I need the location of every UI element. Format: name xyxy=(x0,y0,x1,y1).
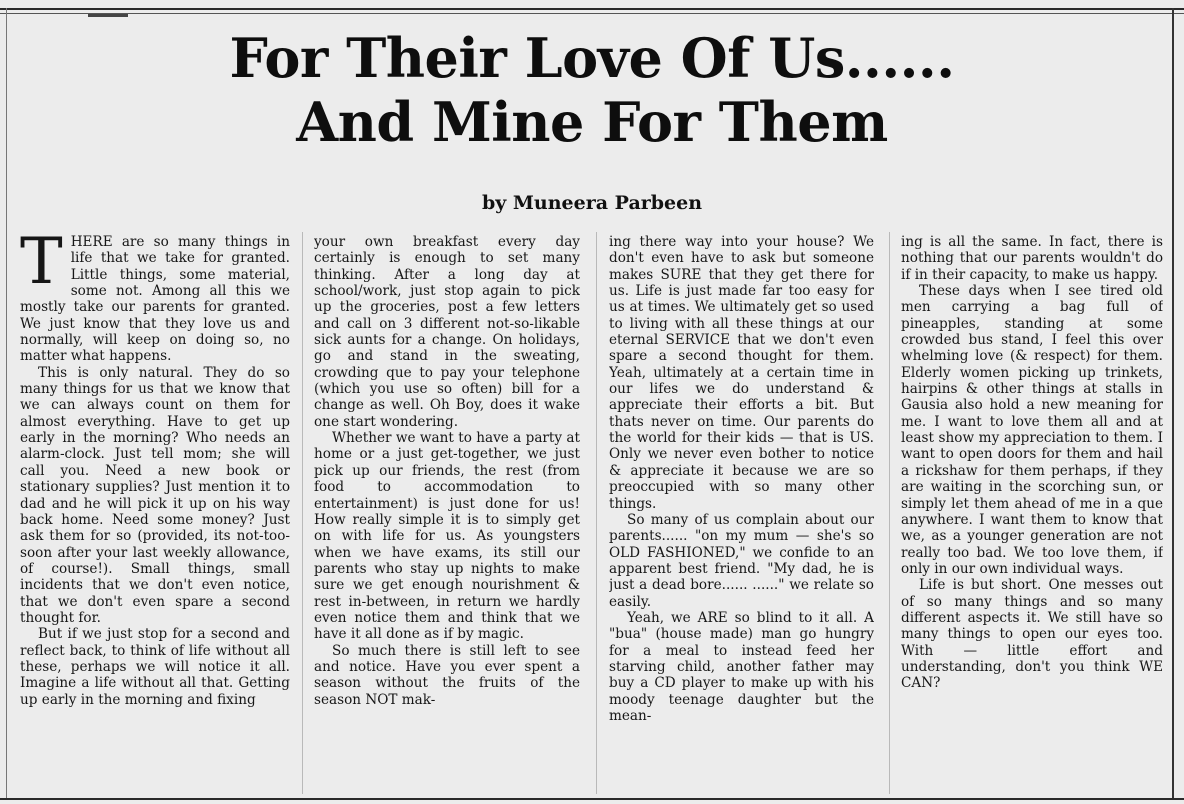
column-gutter xyxy=(596,232,597,794)
paragraph: These days when I see tired old men carrying a bag full of pineapples, standing at some crowded bus stand, I feel this over whelming love (& respect) for them. Elderly women picking up trinkets, hairpins & other things at stalls in Gausia also hold a new meaning for me. I want to love them all and at least show my appreciation to them. I want to open doors for them and hail a rickshaw for them perhaps, if they are waiting in the scorching sun, or simply let them ahead of me in a que anywhere. I want them to know that we, as a younger generation are not really too bad. We too love them, if only in our own individual ways. xyxy=(901,283,1163,577)
headline xyxy=(0,26,1184,154)
paragraph: This is only natural. They do so many things for us that we know that we can always count on them for almost everything. Have to get up early in the morning? Who needs an alarm-clock. Just tell mom; she will call you. Need a new book or stationary supplies? Just mention it to dad and he will pick it up on his way back home. Need some money? Just ask them for so (provided, its not-too-soon after your last weekly allowance, of course!). Small things, small incidents that we don't even notice, that we don't even spare a second thought for. xyxy=(20,364,290,626)
paragraph: Whether we want to have a party at home or a just get-together, we just pick up our friends, the rest (from food to accommodation to entertainment) is just done for us! How really simple it is to simply get on with life for us. As youngsters when we have exams, its still our parents who stay up nights to make sure we get enough nourishment & rest in-between, in return we hardly even notice them and think that we have it all done as if by magic. xyxy=(314,430,580,643)
article-column-3 xyxy=(609,234,874,794)
column-gutter xyxy=(302,232,303,794)
paragraph: So much there is still left to see and notice. Have you ever spent a season without the fruits of the season NOT mak- xyxy=(314,642,580,708)
print-smudge xyxy=(88,14,128,17)
paragraph: HERE are so many things in life that we take for granted. Little things, some material, some not. Among all this we mostly take our parents for granted. We just know that they love us and normally, will keep on doing so, no matter what happens. xyxy=(20,234,290,365)
top-rule-thin xyxy=(0,13,1184,14)
paragraph: So many of us complain about our parents...... "on my mum — she's so OLD FASHIONED," we confide to an apparent best friend. "My dad, he is just a dead bore...... ......" we relate so easily. xyxy=(609,511,874,610)
paragraph: ing there way into your house? We don't even have to ask but someone makes SURE that they get there for us. Life is just made far too easy for us at times. We ultimately get so used to living with all these things at our eternal SERVICE that we don't even spare a second thought for them. Yeah, ultimately at a certain time in our lifes we do understand & appreciate their efforts a bit. But thats never on time. Our parents do the world for their kids — that is US. Only we never even bother to notice & appreciate it because we are so preoccupied with so many other things. xyxy=(609,234,874,512)
article-column-1 xyxy=(20,234,290,794)
headline-line-1: For Their Love Of Us...... xyxy=(229,26,955,90)
top-rule xyxy=(0,8,1184,10)
byline: by Muneera Parbeen xyxy=(481,192,703,214)
article-column-2 xyxy=(314,234,580,794)
article-column-4 xyxy=(901,234,1163,794)
paragraph: your own breakfast every day certainly is enough to set many thinking. After a long day at school/work, just stop again to pick up the groceries, post a few letters and call on 3 different not-so-likable sick aunts for a change. On holidays, go and stand in the sweating, crowding que to pay your telephone (which you use so often) bill for a change as well. Oh Boy, does it wake one start wondering. xyxy=(314,234,580,430)
paragraph: Yeah, we ARE so blind to it all. A "bua" (house made) man go hungry for a meal to instead feed her starving child, another father may buy a CD player to make up with his moody teenage daughter but the mean- xyxy=(609,609,874,724)
paragraph: ing is all the same. In fact, there is nothing that our parents wouldn't do if in their capacity, to make us happy. xyxy=(901,234,1163,283)
drop-cap: T xyxy=(20,234,63,299)
headline-line-2: And Mine For Them xyxy=(296,90,888,154)
paragraph: But if we just stop for a second and reflect back, to think of life without all these, perhaps we will notice it all. Imagine a life without all that. Getting up early in the morning and fixing xyxy=(20,626,290,708)
column-gutter xyxy=(889,232,890,794)
bottom-rule xyxy=(0,798,1184,800)
paragraph: Life is but short. One messes out of so many things and so many different aspects it. We still have so many things to open our eyes too. With — little effort and understanding, don't you think WE CAN? xyxy=(901,577,1163,692)
